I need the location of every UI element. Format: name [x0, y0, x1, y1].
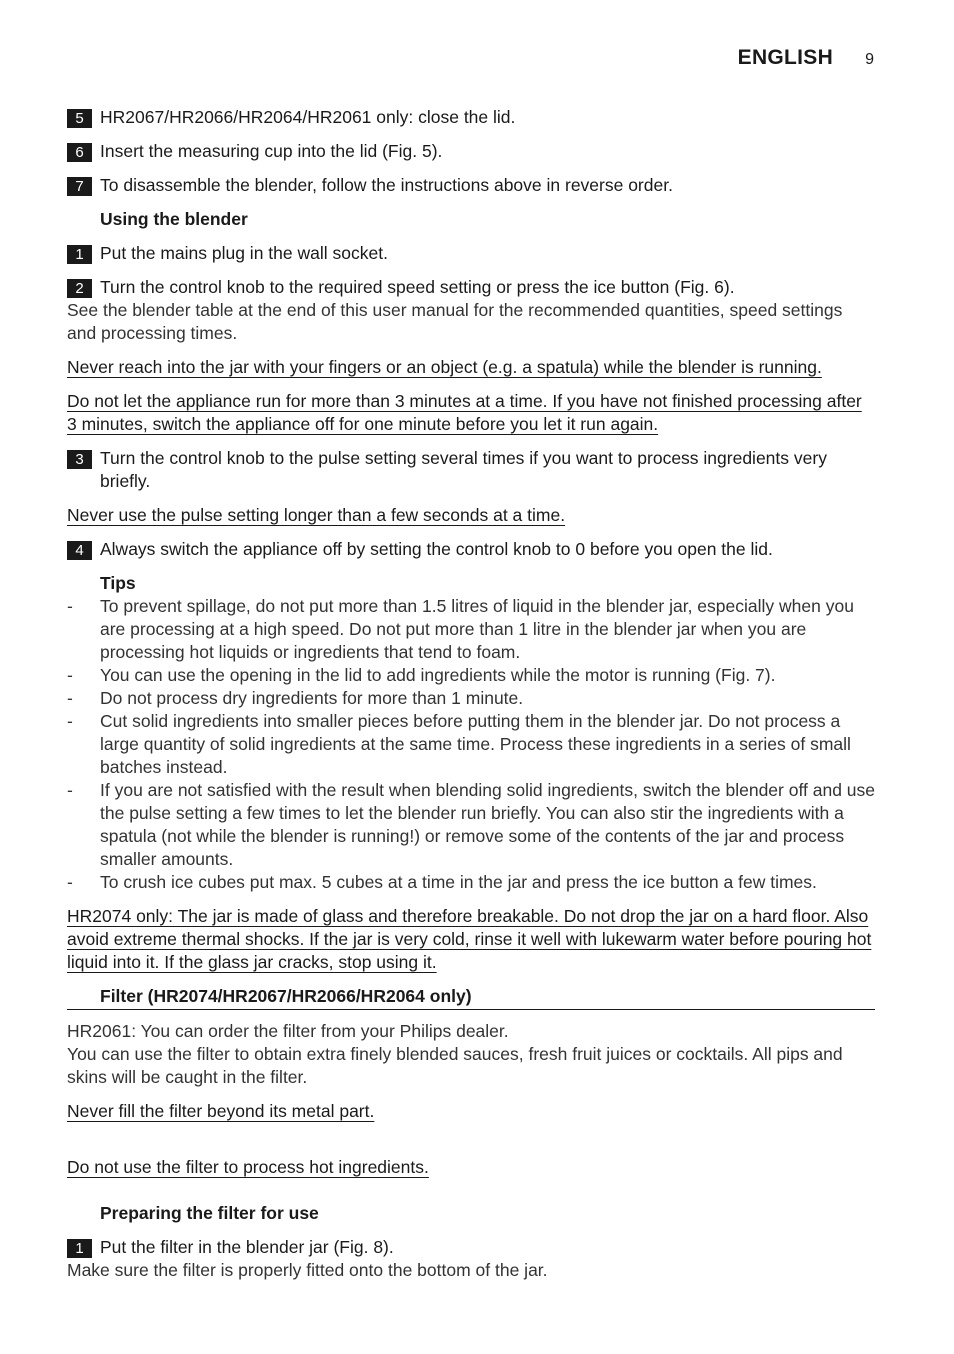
- tip-text: Do not process dry ingredients for more than 1 minute.: [100, 688, 524, 708]
- filter-step-1: [67, 1236, 875, 1259]
- tip-text: To crush ice cubes put max. 5 cubes at a time in the jar and press the ice button a few times.: [100, 872, 817, 892]
- warning-text: Do not use the filter to process hot ingredients.: [67, 1157, 429, 1177]
- using-step-2: [67, 276, 875, 299]
- step-5: [67, 106, 875, 129]
- warning-glass-jar: [67, 905, 875, 974]
- list-item: [67, 779, 875, 871]
- list-item: [67, 595, 875, 664]
- filter-usage-note: You can use the filter to obtain extra finely blended sauces, fresh fruit juices or cocktails. All pips and skins will be caught in the filter.: [67, 1044, 843, 1087]
- dash-marker: -: [67, 711, 73, 731]
- language-label: ENGLISH: [737, 46, 834, 69]
- page-number: 9: [865, 51, 874, 68]
- step-text: To disassemble the blender, follow the instructions above in reverse order.: [100, 175, 673, 195]
- tip-text: Cut solid ingredients into smaller pieces before putting them in the blender jar. Do not process a large quantity of solid ingredients at the same time. Process these ingredients in a series of small batches instead.: [100, 711, 851, 777]
- using-step-4: [67, 538, 875, 561]
- blender-table-note: See the blender table at the end of this user manual for the recommended quantities, speed settings and processing times.: [67, 300, 843, 343]
- step-text: Insert the measuring cup into the lid (Fig. 5).: [100, 141, 443, 161]
- dash-marker: -: [67, 780, 73, 800]
- step-number-badge: 4: [67, 541, 92, 560]
- step-text: Turn the control knob to the required speed setting or press the ice button (Fig. 6).: [100, 277, 735, 297]
- using-step-3: [67, 447, 875, 493]
- list-item: [67, 871, 875, 894]
- step-text: HR2067/HR2066/HR2064/HR2061 only: close the lid.: [100, 107, 516, 127]
- tip-text: If you are not satisfied with the result when blending solid ingredients, switch the blender off and use the pulse setting a few times to let the blender run briefly. You can also stir the ingredients with a spatula (not while the blender is running!) or remove some of the contents of the jar and process smaller amounts.: [100, 780, 876, 869]
- page-content: [67, 106, 875, 1293]
- warning-text: Never fill the filter beyond its metal part.: [67, 1101, 375, 1121]
- step-text: Turn the control knob to the pulse setting several times if you want to process ingredients very briefly.: [100, 448, 827, 491]
- warning-text: Never use the pulse setting longer than a few seconds at a time.: [67, 505, 566, 525]
- dash-marker: -: [67, 872, 73, 892]
- filter-order-note: HR2061: You can order the filter from your Philips dealer.: [67, 1021, 509, 1041]
- filter-section-heading: Filter (HR2074/HR2067/HR2066/HR2064 only): [67, 985, 875, 1010]
- dash-marker: -: [67, 596, 73, 616]
- filter-fit-note: Make sure the filter is properly fitted onto the bottom of the jar.: [67, 1260, 548, 1280]
- list-item: [67, 664, 875, 687]
- step-number-badge: 7: [67, 177, 92, 196]
- tips-list: [67, 595, 875, 894]
- warning-text: HR2074 only: The jar is made of glass and therefore breakable. Do not drop the jar on a hard floor. Also avoid extreme thermal shocks. If the jar is very cold, rinse it well with lukewarm water before pouring hot liquid into it. If the glass jar cracks, stop using it.: [67, 906, 872, 972]
- tips-heading: Tips: [100, 573, 136, 593]
- preparing-filter-heading: Preparing the filter for use: [100, 1203, 319, 1223]
- step-text: Always switch the appliance off by setting the control knob to 0 before you open the lid.: [100, 539, 773, 559]
- step-number-badge: 2: [67, 279, 92, 298]
- step-text: Put the filter in the blender jar (Fig. 8).: [100, 1237, 394, 1257]
- step-number-badge: 1: [67, 1239, 92, 1258]
- using-blender-heading: Using the blender: [100, 209, 248, 229]
- warning-text: Do not let the appliance run for more than 3 minutes at a time. If you have not finished processing after 3 minutes, switch the appliance off for one minute before you let it run again.: [67, 391, 862, 434]
- step-number-badge: 1: [67, 245, 92, 264]
- using-step-1: [67, 242, 875, 265]
- step-6: [67, 140, 875, 163]
- warning-pulse: [67, 504, 875, 527]
- step-number-badge: 3: [67, 450, 92, 469]
- list-item: [67, 710, 875, 779]
- step-number-badge: 5: [67, 109, 92, 128]
- list-item: [67, 687, 875, 710]
- tip-text: You can use the opening in the lid to add ingredients while the motor is running (Fig. 7).: [100, 665, 776, 685]
- dash-marker: -: [67, 665, 73, 685]
- step-number-badge: 6: [67, 143, 92, 162]
- page-header: [738, 46, 874, 70]
- dash-marker: -: [67, 688, 73, 708]
- step-text: Put the mains plug in the wall socket.: [100, 243, 388, 263]
- step-7: [67, 174, 875, 197]
- warning-jar-fingers: [67, 356, 875, 379]
- warning-run-time: [67, 390, 875, 436]
- warning-text: Never reach into the jar with your fingers or an object (e.g. a spatula) while the blender is running.: [67, 357, 822, 377]
- tip-text: To prevent spillage, do not put more than 1.5 litres of liquid in the blender jar, especially when you are processing at a high speed. Do not put more than 1 litre in the blender jar when you are processing hot liquids or ingredients that tend to foam.: [100, 596, 854, 662]
- warning-filter-hot: [67, 1156, 875, 1179]
- warning-filter-metal: [67, 1100, 875, 1123]
